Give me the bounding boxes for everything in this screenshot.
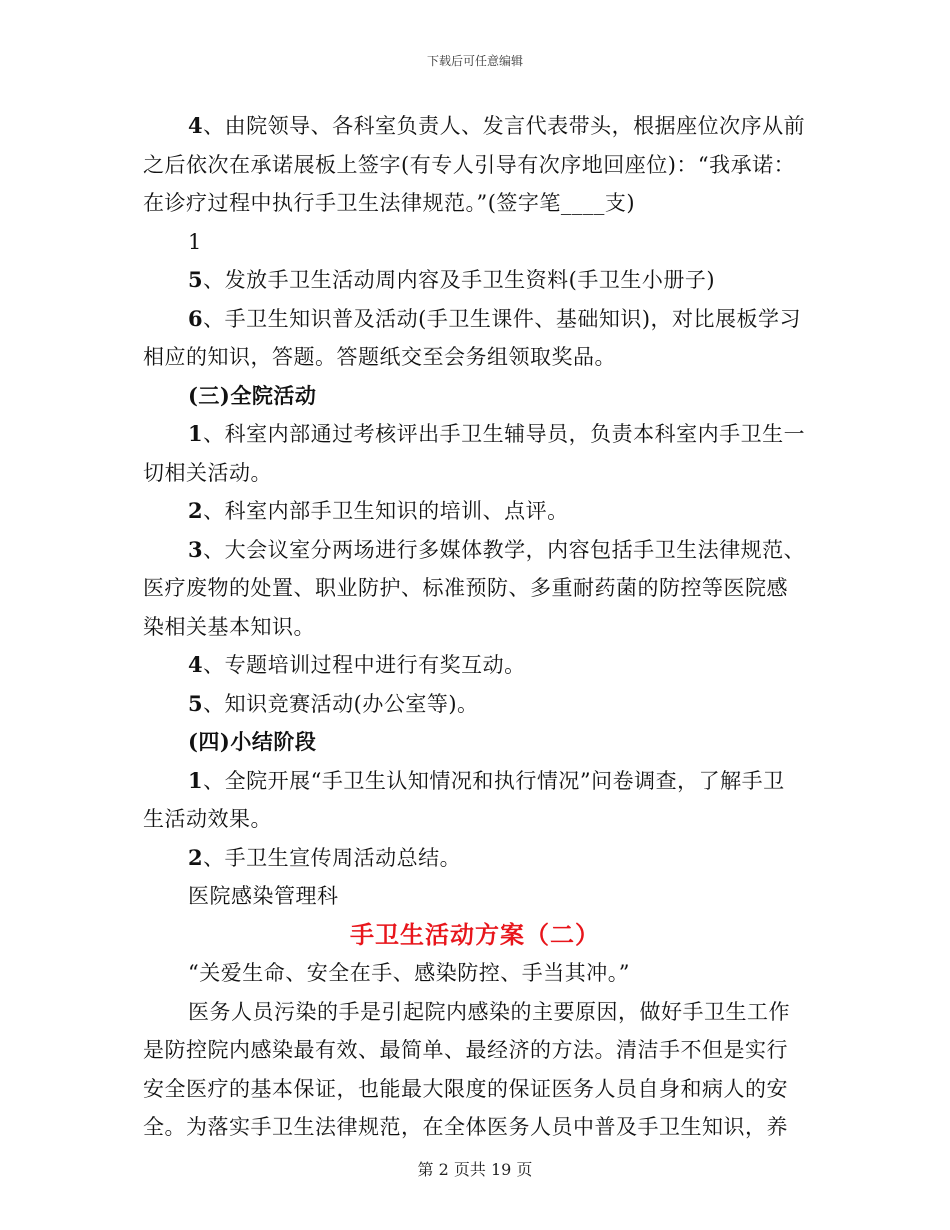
intro-line-2: 是防控院内感染最有效、最简单、最经济的方法。清洁手不但是实行 xyxy=(143,1038,788,1062)
page-header: 下载后可任意编辑 xyxy=(426,54,523,68)
section-4-item-2 xyxy=(143,839,807,878)
section-3-item-1-line-2: 切相关活动。 xyxy=(143,460,272,485)
paragraph-5 xyxy=(143,261,807,300)
paragraph-text: 、知识竞赛活动(办公室等)。 xyxy=(203,691,479,716)
intro-line-4: 全。为落实手卫生法律规范，在全体医务人员中普及手卫生知识，养 xyxy=(143,1115,788,1139)
paragraph-4-line-1 xyxy=(143,107,807,146)
section-3-item-4 xyxy=(143,646,807,685)
paragraph-text: 、发放手卫生活动周内容及手卫生资料(手卫生小册子) xyxy=(203,268,716,292)
section-4-item-1-line-1 xyxy=(143,762,807,801)
item-number: 4 xyxy=(188,113,204,138)
item-number: 1 xyxy=(188,421,204,446)
intro-line-3: 安全医疗的基本保证，也能最大限度的保证医务人员自身和病人的安 xyxy=(143,1076,788,1101)
paragraph-6-line-1 xyxy=(143,300,807,339)
item-number: 5 xyxy=(188,267,204,292)
section-3-item-3-line-3: 染相关基本知识。 xyxy=(143,614,315,639)
stray-number: 1 xyxy=(188,229,202,254)
paragraph-text: 、大会议室分两场进行多媒体教学，内容包括手卫生法律规范、 xyxy=(203,537,806,562)
item-number: 6 xyxy=(188,305,204,331)
paragraph-text: 、全院开展“手卫生认知情况和执行情况”问卷调查，了解手卫 xyxy=(203,768,785,793)
paragraph-text: 、科室内部手卫生知识的培训、点评。 xyxy=(203,499,569,523)
paragraph-4-line-3: 在诊疗过程中执行手卫生法律规范。”(签字笔____支) xyxy=(143,191,636,215)
item-number: 2 xyxy=(188,498,204,523)
item-number: 2 xyxy=(188,844,204,870)
paragraph-text: 、手卫生知识普及活动(手卫生课件、基础知识)，对比展板学习 xyxy=(203,306,802,331)
document-body xyxy=(143,107,807,1147)
section-3-item-3-line-1 xyxy=(143,531,807,570)
paragraph-6-line-2: 相应的知识，答题。答题纸交至会务组领取奖品。 xyxy=(143,345,616,369)
paragraph-4-line-2: 之后依次在承诺展板上签字(有专人引导有次序地回座位)：“我承诺： xyxy=(143,152,796,177)
item-number: 5 xyxy=(188,690,204,716)
section-3-item-5 xyxy=(143,685,807,724)
section-4-item-1-line-2: 生活动效果。 xyxy=(143,807,272,831)
paragraph-text: 、由院领导、各科室负责人、发言代表带头，根据座位次序从前 xyxy=(203,114,806,138)
page-footer: 第 2 页共 19 页 xyxy=(417,1160,533,1179)
slogan: “关爱生命、安全在手、感染防控、手当其冲。” xyxy=(188,961,630,985)
item-number: 1 xyxy=(188,767,204,793)
paragraph-text: 、科室内部通过考核评出手卫生辅导员，负责本科室内手卫生一 xyxy=(203,422,806,446)
department-signature: 医院感染管理科 xyxy=(188,884,339,908)
section-heading-3: (三)全院活动 xyxy=(188,382,317,408)
section-3-item-3-line-2: 医疗废物的处置、职业防护、标准预防、多重耐药菌的防控等医院感 xyxy=(143,576,788,600)
intro-line-1: 医务人员污染的手是引起院内感染的主要原因，做好手卫生工作 xyxy=(188,999,790,1024)
section-3-item-1-line-1 xyxy=(143,415,807,454)
section-title-2: 手卫生活动方案（二） xyxy=(350,919,600,949)
item-number: 3 xyxy=(188,536,204,562)
section-heading-4: (四)小结阶段 xyxy=(188,729,317,754)
item-number: 4 xyxy=(188,652,204,677)
paragraph-text: 、手卫生宣传周活动总结。 xyxy=(203,845,462,870)
section-3-item-2 xyxy=(143,492,807,531)
paragraph-text: 、专题培训过程中进行有奖互动。 xyxy=(203,653,526,677)
